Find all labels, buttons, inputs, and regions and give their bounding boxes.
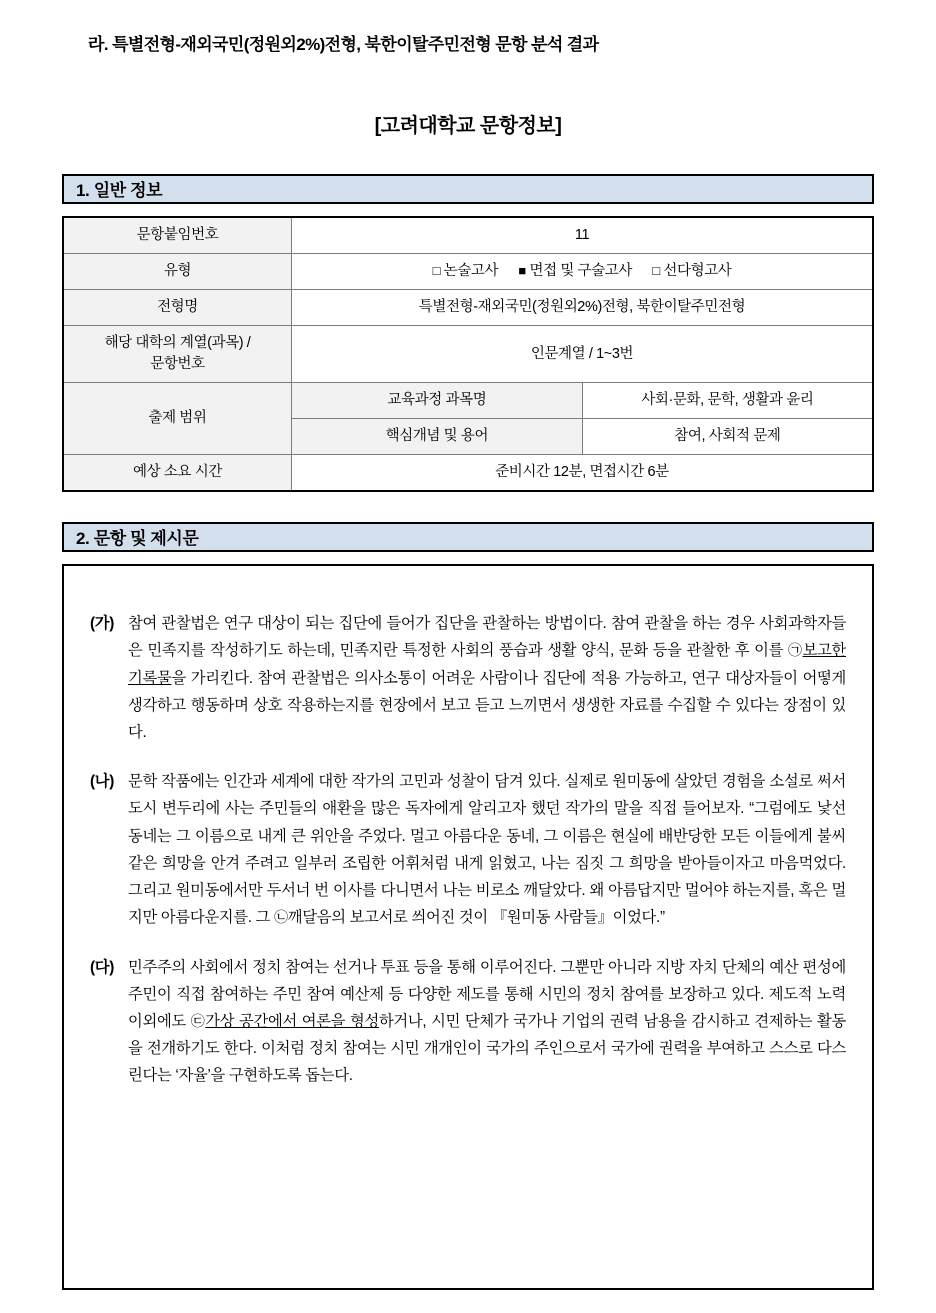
cell-attach-no-value: 11 [292,217,874,254]
passage-text-ga [128,610,846,746]
table-row [63,254,873,290]
passage-ga-part2: 을 가리킨다. 참여 관찰법은 의사소통이 어려운 사람이나 집단에 적용 가능하고, 연구 대상자들이 어떻게 생각하고 행동하며 상호 작용하는지를 현장에서 보고 듣고 느끼면서 생생한 자료를 수집할 수 있다는 장점이 있다. [128,669,846,741]
cell-track-label [63,326,292,383]
cell-type-options [292,254,874,290]
checkbox-essay-exam[interactable]: □ [432,263,441,279]
table-row [63,290,873,326]
passage-na-part2: 깨달음의 보고서로 씌어진 것이 『원미동 사람들』이었다.” [287,909,665,927]
passage-na-part1: 문학 작품에는 인간과 세계에 대한 작가의 고민과 성찰이 담겨 있다. 실제로 원미동에 살았던 경험을 소설로 써서 도시 변두리에 사는 주민들의 애환을 많은 독자에게 알리고자 했던 작가의 말을 직접 들어보자. “그럼에도 낯선 동네는 그 이름으로 내게 큰 위안을 주었다. 멀고 아름다운 동네, 그 이름은 현실에 배반당한 모든 이들에게 불씨 같은 희망을 안겨 주려고 일부러 조립한 어휘처럼 내게 읽혔고, 나는 짐짓 그 희망을 받아들이자고 마음먹었다. 그리고 원미동에서만 두서너 번 이사를 다니면서 나는 비로소 깨달았다. 왜 아름답지만 멀어야 하는지를, 혹은 멀지만 아름다운지를. 그 [128,773,846,927]
passage-ga [90,610,846,746]
cell-time-value: 준비시간 12분, 면접시간 6분 [292,455,874,492]
table-row [63,455,873,492]
table-row [63,217,873,254]
label-essay-exam: 논술고사 [443,263,499,280]
cell-scope-concept-label: 핵심개념 및 용어 [292,419,583,455]
track-label-line-1: 해당 대학의 계열(과목) / [104,335,251,352]
cell-type-label: 유형 [63,254,292,290]
document-subheading: [고려대학교 문항정보] [374,115,562,137]
cell-scope-subject-label: 교육과정 과목명 [292,383,583,419]
table-row [63,383,873,419]
cell-admission-value: 특별전형-재외국민(정원외2%)전형, 북한이탈주민전형 [292,290,874,326]
passage-da-part1: 민주주의 사회에서 정치 참여는 선거나 투표 등을 통해 이루어진다. 그뿐만 아니라 지방 자치 단체의 예산 편성에 주민이 직접 참여하는 주민 참여 예산제 등 다양한 제도를 통해 시민의 정치 참여를 보장하고 있다. 제도적 노력 이외에도 [128,958,846,1030]
passage-da-marker: ㉢ [190,1012,206,1029]
table-row [63,326,873,383]
section-header-questions-passages: 2. 문항 및 제시문 [62,522,874,552]
label-multiple-choice-exam: 선다형고사 [663,263,732,280]
track-label-line-2: 문항번호 [150,356,205,373]
cell-track-value: 인문계열 / 1~3번 [292,326,874,383]
section-header-general-info: 1. 일반 정보 [62,174,874,204]
document-heading: 라. 특별전형-재외국민(정원외2%)전형, 북한이탈주민전형 문항 분석 결과 [88,35,599,54]
passage-label-na: (나) [90,773,115,791]
passage-ga-part1: 참여 관찰법은 연구 대상이 되는 집단에 들어가 집단을 관찰하는 방법이다. 참여 관찰을 하는 경우 사회과학자들은 민족지를 작성하기도 하는데, 민족지란 특정한 사회의 풍습과 생활 양식, 문화 등을 관찰한 후 이를 [128,615,846,660]
general-info-table [62,216,874,492]
passage-container [62,564,874,1290]
passage-ga-underlined: 보고한 기록물 [128,642,846,687]
passage-text-da [128,954,846,1090]
passage-na [90,768,846,931]
cell-admission-label: 전형명 [63,290,292,326]
passage-text-na [128,768,846,931]
cell-scope-subject-value: 사회·문화, 문학, 생활과 윤리 [582,383,873,419]
label-interview-oral-exam: 면접 및 구술고사 [529,263,632,280]
checkbox-interview-oral-exam[interactable]: ■ [518,263,526,279]
passage-na-marker: ㉡ [274,909,288,926]
checkbox-multiple-choice-exam[interactable]: □ [652,263,660,279]
passage-ga-marker: ㉠ [787,642,803,659]
passage-label-ga: (가) [90,615,115,633]
passage-da-underlined: 가상 공간에서 여론을 형성 [205,1012,379,1030]
cell-scope-concept-value: 참여, 사회적 문제 [582,419,873,455]
passage-da [90,954,846,1090]
passage-label-da: (다) [90,958,115,976]
cell-scope-label: 출제 범위 [63,383,292,455]
passage-da-part2: 하거나, 시민 단체가 국가나 기업의 권력 남용을 감시하고 견제하는 활동을 전개하기도 한다. 이처럼 정치 참여는 시민 개개인이 국가의 주인으로서 국가에 권력을 부여하고 스스로 다스린다는 ‘자율’을 구현하도록 돕는다. [128,1012,846,1085]
cell-attach-no-label: 문항붙임번호 [63,217,292,254]
cell-time-label: 예상 소요 시간 [63,455,292,492]
